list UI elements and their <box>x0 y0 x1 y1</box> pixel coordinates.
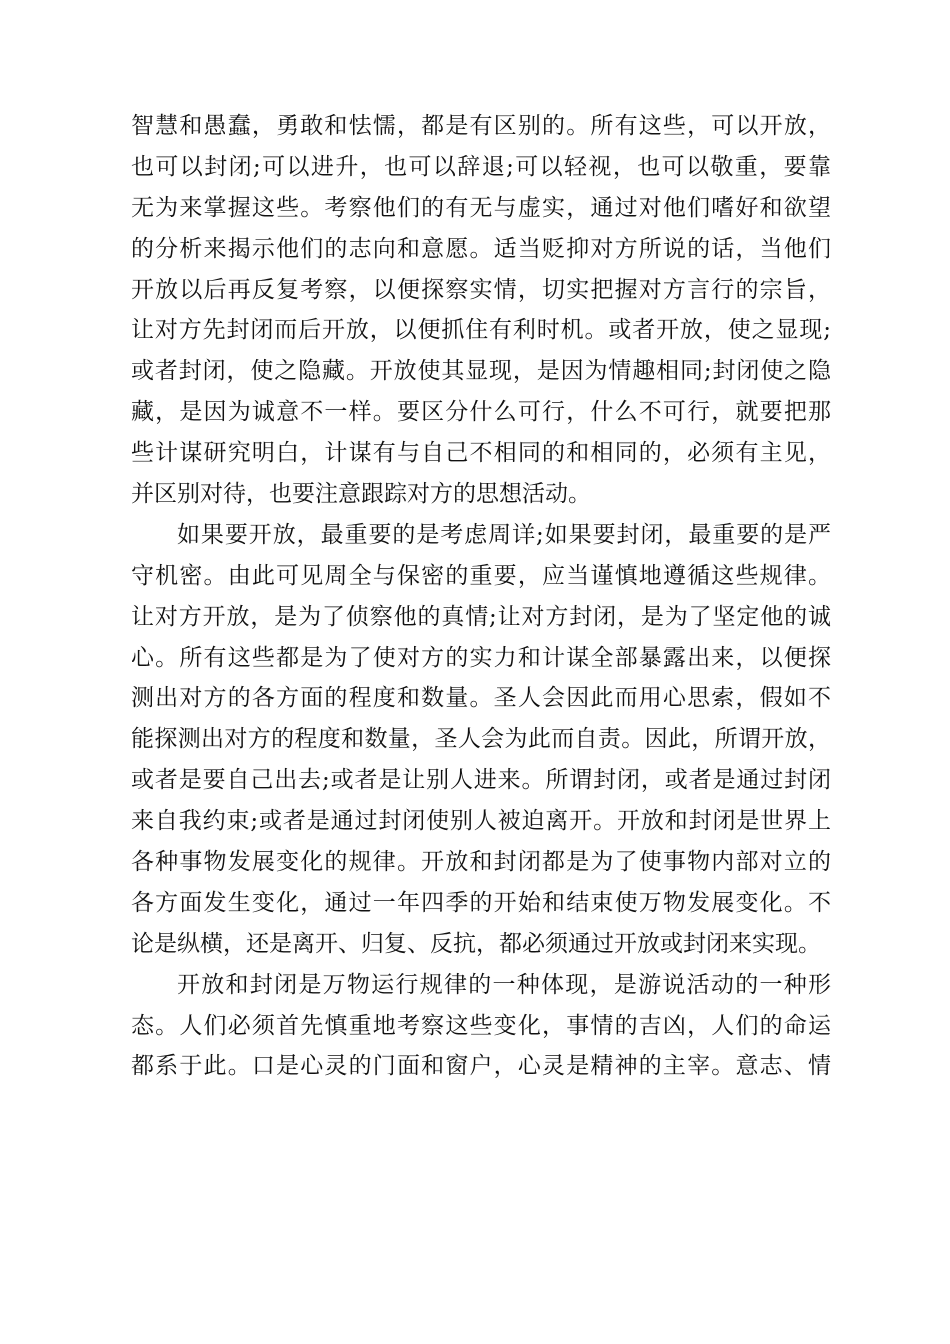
paragraph-3 <box>131 965 831 1088</box>
text-line: 能探测出对方的程度和数量，圣人会为此而自责。因此，所谓开放， <box>131 726 831 753</box>
text-line: 各种事物发展变化的规律。开放和封闭都是为了使事物内部对立的 <box>131 849 831 876</box>
paragraph-2 <box>131 515 831 965</box>
text-line: 心。所有这些都是为了使对方的实力和计谋全部暴露出来，以便探 <box>131 644 831 671</box>
text-line: 或者封闭，使之隐藏。开放使其显现，是因为情趣相同;封闭使之隐 <box>131 358 831 385</box>
text-line: 开放以后再反复考察，以便探察实情，切实把握对方言行的宗旨， <box>131 276 831 303</box>
text-line: 的分析来揭示他们的志向和意愿。适当贬抑对方所说的话，当他们 <box>131 235 831 262</box>
text-line: 测出对方的各方面的程度和数量。圣人会因此而用心思索，假如不 <box>131 685 831 712</box>
text-line: 开放和封闭是万物运行规律的一种体现，是游说活动的一种形 <box>177 971 831 998</box>
text-line: 如果要开放，最重要的是考虑周详;如果要封闭，最重要的是严 <box>177 521 831 548</box>
text-line: 各方面发生变化，通过一年四季的开始和结束使万物发展变化。不 <box>131 889 831 916</box>
text-line: 态。人们必须首先慎重地考察这些变化，事情的吉凶，人们的命运 <box>131 1012 831 1039</box>
text-line: 让对方开放，是为了侦察他的真情;让对方封闭，是为了坚定他的诚 <box>131 603 831 630</box>
text-line: 都系于此。口是心灵的门面和窗户，心灵是精神的主宰。意志、情 <box>131 1053 831 1080</box>
text-line: 让对方先封闭而后开放，以便抓住有利时机。或者开放，使之显现; <box>131 317 831 344</box>
text-line: 守机密。由此可见周全与保密的重要，应当谨慎地遵循这些规律。 <box>131 562 831 589</box>
text-line: 无为来掌握这些。考察他们的有无与虚实，通过对他们嗜好和欲望 <box>131 194 831 221</box>
text-line: 智慧和愚蠢，勇敢和怯懦，都是有区别的。所有这些，可以开放， <box>131 113 831 139</box>
paragraph-1 <box>131 106 831 515</box>
text-line: 也可以封闭;可以进升，也可以辞退;可以轻视，也可以敬重，要靠 <box>131 153 831 180</box>
text-line: 并区别对待，也要注意跟踪对方的思想活动。 <box>131 481 591 508</box>
body-text <box>131 106 831 1087</box>
text-line: 藏，是因为诚意不一样。要区分什么可行，什么不可行，就要把那 <box>131 399 831 426</box>
text-line: 或者是要自己出去;或者是让别人进来。所谓封闭，或者是通过封闭 <box>131 767 831 794</box>
text-line: 论是纵横，还是离开、归复、反抗，都必须通过开放或封闭来实现。 <box>131 930 821 957</box>
text-line: 些计谋研究明白，计谋有与自己不相同的和相同的，必须有主见， <box>131 440 831 467</box>
text-line: 来自我约束;或者是通过封闭使别人被迫离开。开放和封闭是世界上 <box>131 808 831 835</box>
